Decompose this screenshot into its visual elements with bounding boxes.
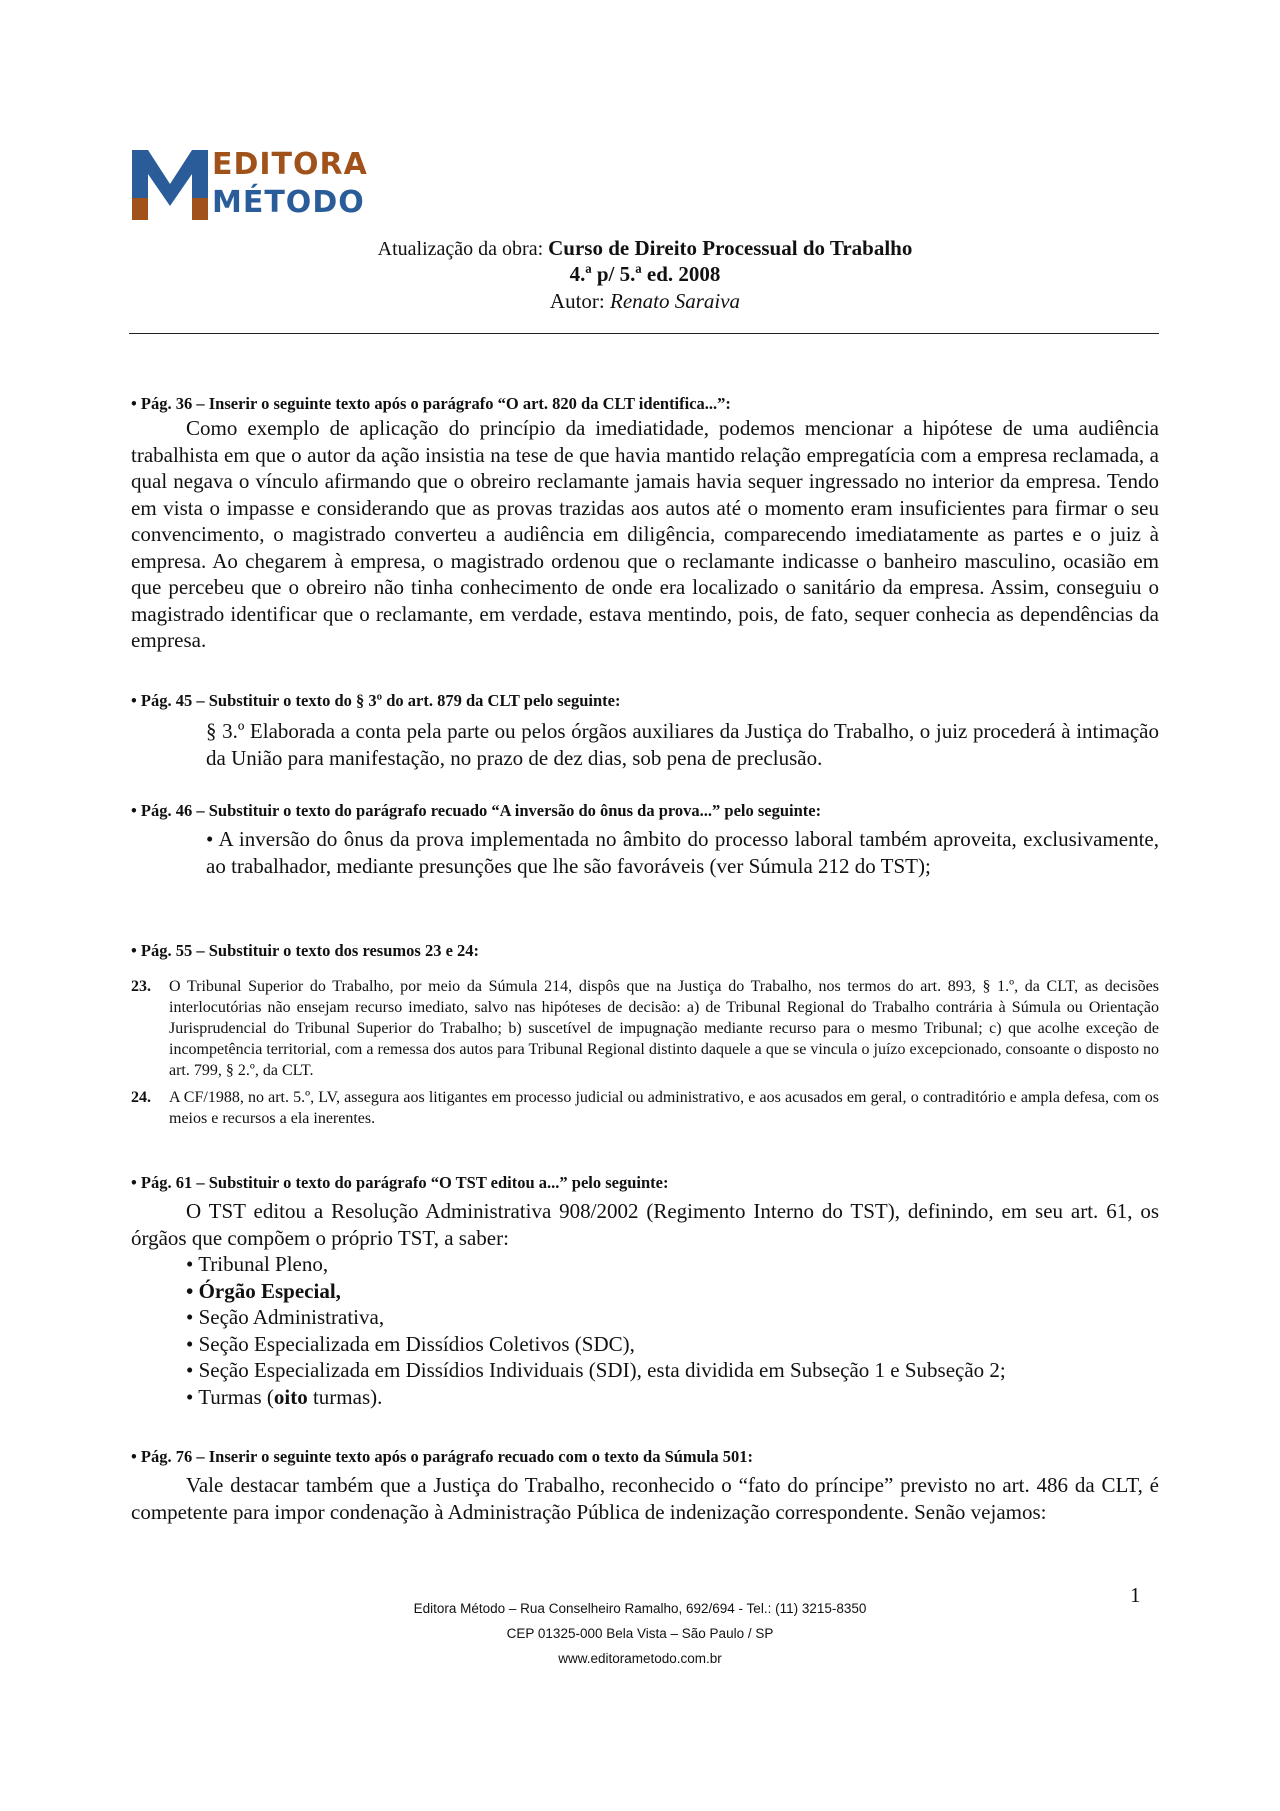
- section-paragraph: § 3.º Elaborada a conta pela parte ou pelos órgãos auxiliares da Justiça do Trabalho, o juiz procederá à intimação da União para manifestação, no prazo de dez dias, sob pena de preclusão.: [206, 719, 1159, 770]
- section-title: • Pág. 45 – Substituir o texto do § 3º do art. 879 da CLT pelo seguinte:: [131, 691, 621, 710]
- section-paragraph: Como exemplo de aplicação do princípio da imediatidade, podemos mencionar a hipótese de uma audiência trabalhista em que o autor da ação insistia na tese de que havia mantido relação empregatícia com a empresa reclamada, a qual negava o vínculo afirmando que o obreiro reclamante jamais havia sequer ingressado no interior da empresa. Tendo em vista o impasse e considerando que as provas trazidas aos autos até o momento eram insuficientes para firmar o seu convencimento, o magistrado converteu a audiência em diligência, comparecendo imediatamente as partes e o juiz à empresa. Ao chegarem à empresa, o magistrado ordenou que o reclamante indicasse o banheiro masculino, ocasião em que percebeu que o obreiro não tinha conhecimento de onde era localizado o sanitário da empresa. Assim, conseguiu o magistrado identificar que o reclamante, em verdade, estava mentindo, pois, de fato, sequer conhecia as dependências da empresa.: [131, 416, 1159, 652]
- header-title-line: [130, 236, 1160, 261]
- author-line: [130, 289, 1160, 314]
- footer-cep: CEP 01325-000 Bela Vista – São Paulo / SP: [506, 1626, 774, 1641]
- list-item-emphasis: oito: [273, 1384, 308, 1409]
- logo-mark-icon: [132, 150, 210, 220]
- section-title: • Pág. 46 – Substituir o texto do parágrafo recuado “A inversão do ônus da prova...” pelo seguinte:: [131, 801, 822, 820]
- section-title: • Pág. 55 – Substituir o texto dos resumos 23 e 24:: [131, 941, 480, 960]
- header-prefix: Atualização da obra:: [377, 238, 544, 260]
- logo-word-editora: EDITORA: [212, 147, 368, 182]
- list-item-text: • Turmas (: [186, 1384, 274, 1409]
- footer-address: Editora Método – Rua Conselheiro Ramalho, 692/694 - Tel.: (11) 3215-8350: [413, 1601, 867, 1616]
- list-item: • Órgão Especial,: [186, 1278, 341, 1303]
- footer-website: www.editorametodo.com.br: [558, 1651, 722, 1666]
- tst-bodies-list: [186, 1251, 1159, 1410]
- list-item: • Seção Administrativa,: [186, 1305, 385, 1329]
- list-item: • Seção Especializada em Dissídios Individuais (SDI), esta dividida em Subseção 1 e Subseção 2;: [186, 1358, 1006, 1382]
- section-paragraph: O TST editou a Resolução Administrativa 908/2002 (Regimento Interno do TST), definindo, em seu art. 61, os órgãos que compõem o próprio TST, a saber:: [131, 1199, 1159, 1250]
- section-paragraph: Vale destacar também que a Justiça do Trabalho, reconhecido o “fato do príncipe” previsto no art. 486 da CLT, é competente para impor condenação à Administração Pública de indenização correspondente. Senão vejamos:: [131, 1473, 1159, 1524]
- author-name: Renato Saraiva: [610, 289, 741, 313]
- edition: 4.ª p/ 5.ª ed. 2008: [569, 262, 721, 286]
- list-item: [186, 1384, 1159, 1411]
- summary-number: 23.: [131, 978, 151, 995]
- section-pag-46: [131, 800, 1159, 879]
- logo-word-metodo: MÉTODO: [212, 185, 365, 220]
- work-title: Curso de Direito Processual do Trabalho: [548, 236, 913, 260]
- section-pag-76: [131, 1446, 1159, 1525]
- section-pag-36: [131, 393, 1159, 654]
- summary-item: [131, 1087, 1159, 1129]
- section-title: • Pág. 61 – Substituir o texto do parágrafo “O TST editou a...” pelo seguinte:: [131, 1173, 669, 1192]
- publisher-logo: [132, 147, 410, 224]
- author-label: Autor:: [549, 289, 605, 313]
- section-pag-45: [131, 690, 1159, 771]
- section-title: • Pág. 76 – Inserir o seguinte texto após o parágrafo recuado com o texto da Súmula 501:: [131, 1447, 754, 1466]
- section-pag-61: [131, 1172, 1159, 1410]
- summary-item: [131, 976, 1159, 1081]
- summary-number: 24.: [131, 1089, 151, 1106]
- summary-text: O Tribunal Superior do Trabalho, por meio da Súmula 214, dispôs que na Justiça do Trabalho, nos termos do art. 893, § 1.º, da CLT, as decisões interlocutórias não ensejam recurso imediato, salvo nas hipóteses de decisão: a) de Tribunal Regional do Trabalho contrária à Súmula ou Orientação Jurisprudencial do Tribunal Superior do Trabalho; b) suscetível de impugnação mediante recurso para o mesmo Tribunal; c) que acolhe exceção de incompetência territorial, com a remessa dos autos para Tribunal Regional distinto daquele a que se vincula o juízo excepcionado, consoante o disposto no art. 799, § 2.º, da CLT.: [169, 978, 1159, 1079]
- section-paragraph: • A inversão do ônus da prova implementada no âmbito do processo laboral também aproveita, exclusivamente, ao trabalhador, mediante presunções que lhe são favoráveis (ver Súmula 212 do TST);: [206, 827, 1159, 878]
- list-item: • Seção Especializada em Dissídios Coletivos (SDC),: [186, 1331, 635, 1356]
- page-number: 1: [1130, 1583, 1141, 1607]
- list-item-text: turmas).: [307, 1384, 383, 1409]
- section-title: • Pág. 36 – Inserir o seguinte texto após o parágrafo “O art. 820 da CLT identifica...”:: [131, 394, 731, 413]
- section-pag-55: [131, 940, 1159, 1129]
- header-divider: [129, 333, 1159, 334]
- summary-text: A CF/1988, no art. 5.º, LV, assegura aos litigantes em processo judicial ou administrativo, e aos acusados em geral, o contraditório e ampla defesa, com os meios e recursos a ela inerentes.: [169, 1089, 1159, 1127]
- list-item: • Tribunal Pleno,: [186, 1252, 329, 1276]
